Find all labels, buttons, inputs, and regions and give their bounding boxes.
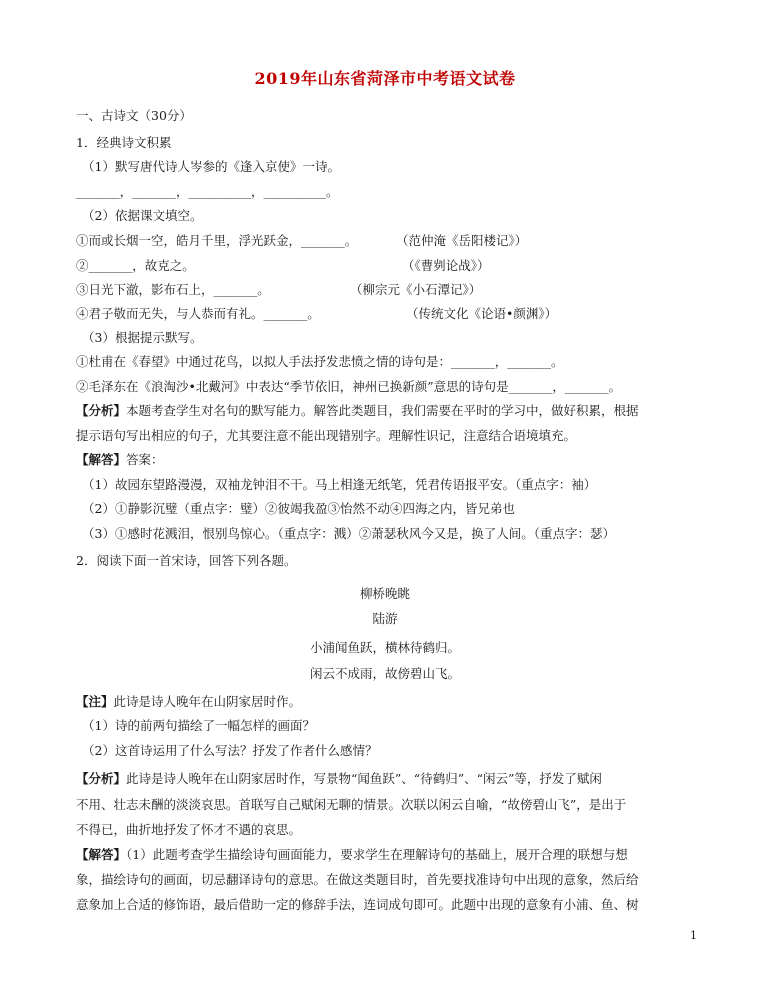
q2-answer-cont-1: 象，描绘诗句的画面，切忌翻译诗句的意思。在做这类题目时，首先要找准诗句中出现的意象，然后给 xyxy=(76,872,639,887)
q2-analysis-cont-2: 不得已，曲折地抒发了怀才不遇的哀思。 xyxy=(76,822,302,837)
q2-analysis-cont-1: 不用、壮志未酬的淡淡哀思。首联写自己赋闲无聊的情景。次联以闲云自喻，“故傍碧山飞”，是出于 xyxy=(76,797,627,812)
answer-tag: 【解答】 xyxy=(76,847,127,862)
answer-tag: 【解答】 xyxy=(76,452,127,467)
q2-analysis xyxy=(76,771,602,787)
q1-answer xyxy=(76,452,164,468)
answer-intro: 答案： xyxy=(126,452,164,467)
question-2-title: 2．阅读下面一首宋诗，回答下列各题。 xyxy=(76,553,297,568)
poem-title: 柳桥晚眺 xyxy=(359,586,410,601)
note-tag: 【注】 xyxy=(76,694,114,709)
q1-answer-3: （3）①感时花溅泪，恨别鸟惊心。（重点字：溅）②萧瑟秋风今又是，换了人间。（重点字：瑟） xyxy=(82,526,615,541)
q1-part1-prompt: （1）默写唐代诗人岑参的《逢入京使》一诗。 xyxy=(82,159,340,174)
poem-line-2: 闲云不成雨，故傍碧山飞。 xyxy=(309,666,460,681)
fill-line-2: ②_______，故克之。 xyxy=(76,258,195,273)
hint-line-1: ①杜甫在《春望》中通过花鸟，以拟人手法抒发悲愤之情的诗句是：_______，_______。 xyxy=(76,354,564,369)
poem-note xyxy=(76,694,301,710)
fill-line-4: ④君子敬而无失，与人恭而有礼。_______。 xyxy=(76,306,320,321)
fill-line-1-source: （范仲淹《岳阳楼记》） xyxy=(396,233,528,248)
poem-author: 陆游 xyxy=(372,611,398,626)
analysis-text: 此诗是诗人晚年在山阴家居时作，写景物“闻鱼跃”、“待鹤归”、“闲云”等，抒发了赋闲 xyxy=(126,771,602,786)
q1-part3-prompt: （3）根据提示默写。 xyxy=(82,330,203,345)
q1-part2-prompt: （2）依据课文填空。 xyxy=(82,208,203,223)
page-number: 1 xyxy=(690,929,697,942)
fill-line-1: ①而或长烟一空，皓月千里，浮光跃金，_______。 xyxy=(76,233,358,248)
q2-sub-question-2: （2）这首诗运用了什么写法？抒发了作者什么感情？ xyxy=(82,743,378,758)
hint-line-2: ②毛泽东在《浪淘沙•北戴河》中表达“季节依旧，神州已换新颜”意思的诗句是_______，_______。 xyxy=(76,379,622,394)
question-1-title: 1．经典诗文积累 xyxy=(76,135,172,150)
analysis-tag: 【分析】 xyxy=(76,771,127,786)
fill-line-3-source: （柳宗元《小石潭记》） xyxy=(350,282,482,297)
page-title: 2019年山东省菏泽市中考语文试卷 xyxy=(254,69,516,88)
fill-line-3: ③日光下澈，影布石上，_______。 xyxy=(76,282,270,297)
q2-answer-cont-2: 意象加上合适的修饰语，最后借助一定的修辞手法，连词成句即可。此题中出现的意象有小浦、鱼、树 xyxy=(76,897,639,912)
analysis-tag: 【分析】 xyxy=(76,403,127,418)
q1-analysis xyxy=(76,403,639,419)
poem-line-1: 小浦闻鱼跃，横林待鹤归。 xyxy=(309,640,460,655)
q1-answer-1: （1）故园东望路漫漫，双袖龙钟泪不干。马上相逢无纸笔，凭君传语报平安。（重点字：袖） xyxy=(82,477,597,492)
fill-line-2-source: （《曹刿论战》） xyxy=(402,258,490,273)
analysis-text: 本题考查学生对名句的默写能力。解答此类题目，我们需要在平时的学习中，做好积累，根据 xyxy=(126,403,639,418)
answer-text: （1）此题考查学生描绘诗句画面能力，要求学生在理解诗句的基础上，展开合理的联想与想 xyxy=(126,847,628,862)
q2-sub-question-1: （1）诗的前两句描绘了一幅怎样的画面？ xyxy=(82,718,315,733)
q1-analysis-cont: 提示语句写出相应的句子，尤其要注意不能出现错别字。理解性识记，注意结合语境填充。 xyxy=(76,428,577,443)
q2-answer xyxy=(76,847,628,863)
note-text: 此诗是诗人晚年在山阴家居时作。 xyxy=(113,694,302,709)
q1-answer-2: （2）①静影沉璧（重点字：璧）②彼竭我盈③怡然不动④四海之内，皆兄弟也 xyxy=(82,501,515,516)
q1-answer-blanks: _______，_______，__________，__________。 xyxy=(76,184,339,199)
section-heading: 一、古诗文（30分） xyxy=(76,108,192,123)
fill-line-4-source: （传统文化《论语•颜渊》） xyxy=(406,306,558,321)
